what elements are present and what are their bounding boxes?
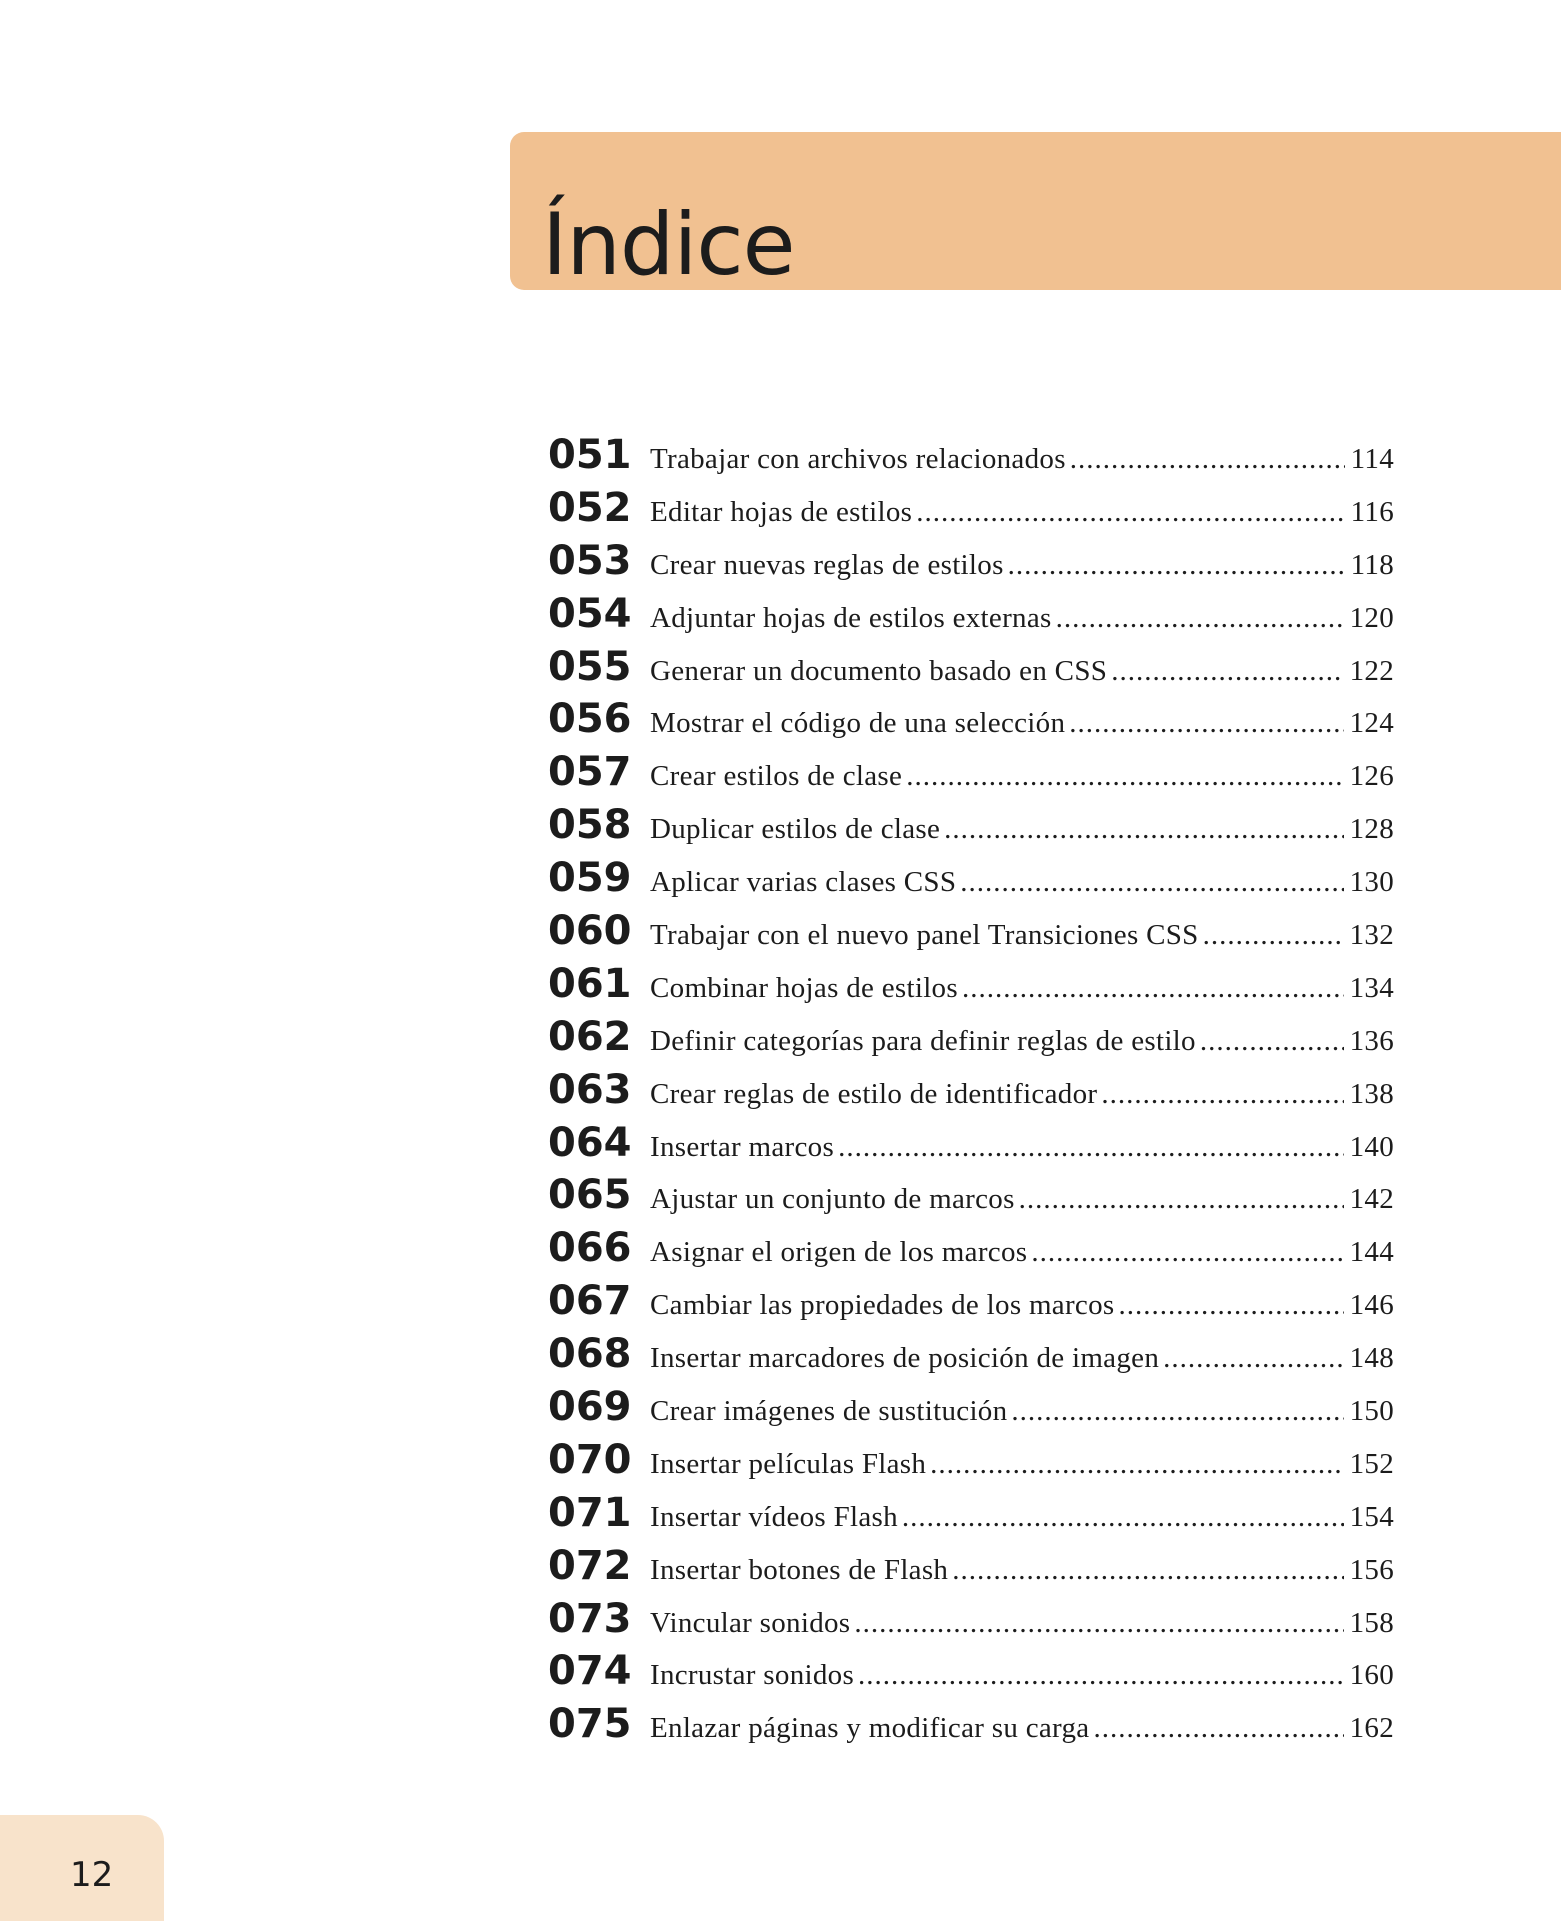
- toc-dot-leader: [1119, 1289, 1344, 1322]
- toc-entry-number: 070: [548, 1436, 632, 1483]
- toc-entry-title: Definir categorías para definir reglas de estilo: [650, 1024, 1196, 1057]
- toc-entry-page: 118: [1350, 548, 1394, 581]
- toc-entry-title: Insertar películas Flash: [650, 1447, 927, 1480]
- toc-entry-number: 066: [548, 1225, 632, 1272]
- toc-entry-page: 158: [1349, 1606, 1394, 1639]
- toc-entry-title: Duplicar estilos de clase: [650, 813, 941, 846]
- toc-dot-leader: [1069, 707, 1343, 740]
- toc-entry-number: 051: [548, 432, 632, 478]
- toc-entry-title: Insertar vídeos Flash: [650, 1500, 898, 1533]
- toc-entry-number: 059: [548, 855, 632, 902]
- toc-dot-leader: [838, 1131, 1344, 1164]
- toc-entry-page: 156: [1349, 1553, 1394, 1586]
- toc-entry-page: 114: [1350, 443, 1394, 475]
- page-number-tab: [0, 1815, 164, 1921]
- toc-dot-leader: [1019, 1183, 1344, 1216]
- toc-entry[interactable]: [548, 1067, 1394, 1120]
- toc-dot-leader: [854, 1607, 1343, 1640]
- toc-entry-number: 056: [548, 696, 632, 743]
- toc-entry-number: 071: [548, 1489, 632, 1536]
- toc-entry-number: 058: [548, 802, 632, 849]
- toc-dot-leader: [916, 496, 1344, 529]
- toc-entry[interactable]: [548, 1384, 1394, 1437]
- toc-entry[interactable]: [548, 1490, 1394, 1543]
- toc-entry-title: Editar hojas de estilos: [650, 495, 913, 528]
- toc-entry-number: 072: [548, 1542, 632, 1589]
- toc-entry[interactable]: [548, 1596, 1394, 1649]
- toc-entry-number: 074: [548, 1648, 632, 1695]
- toc-dot-leader: [1093, 1712, 1343, 1745]
- toc-entry-page: 130: [1349, 866, 1394, 899]
- toc-entry[interactable]: [548, 1331, 1394, 1384]
- toc-entry-page: 162: [1349, 1712, 1394, 1745]
- toc-entry[interactable]: [548, 1543, 1394, 1596]
- toc-entry-page: 120: [1349, 601, 1394, 634]
- toc-entry-number: 063: [548, 1066, 632, 1113]
- toc-entry-page: 148: [1349, 1342, 1394, 1375]
- toc-entry[interactable]: [548, 1172, 1394, 1225]
- toc-entry-number: 075: [548, 1701, 632, 1748]
- toc-entry-title: Crear imágenes de sustitución: [650, 1395, 1008, 1428]
- toc-entry-title: Ajustar un conjunto de marcos: [650, 1183, 1015, 1216]
- toc-entry-number: 065: [548, 1172, 632, 1219]
- toc-entry-number: 060: [548, 908, 632, 955]
- toc-entry[interactable]: [548, 1014, 1394, 1067]
- toc-entry-number: 057: [548, 749, 632, 796]
- toc-entry-title: Enlazar páginas y modificar su carga: [650, 1712, 1090, 1745]
- toc-entry-page: 136: [1349, 1024, 1394, 1057]
- toc-entry[interactable]: [548, 644, 1394, 697]
- toc-entry-title: Combinar hojas de estilos: [650, 971, 958, 1004]
- toc-entry[interactable]: [548, 749, 1394, 802]
- toc-entry-title: Aplicar varias clases CSS: [650, 866, 957, 899]
- toc-dot-leader: [1070, 443, 1345, 476]
- toc-entry[interactable]: [548, 1225, 1394, 1278]
- toc-entry-page: 160: [1349, 1659, 1394, 1692]
- toc-entry-number: 067: [548, 1278, 632, 1325]
- toc-entry-title: Crear estilos de clase: [650, 760, 903, 793]
- toc-dot-leader: [902, 1501, 1344, 1534]
- toc-entry-page: 116: [1350, 495, 1394, 528]
- toc-entry-page: 150: [1349, 1395, 1394, 1428]
- toc-entry-page: 124: [1349, 707, 1394, 740]
- page-title: Índice: [542, 195, 795, 295]
- toc-entry-page: 132: [1349, 919, 1394, 952]
- toc-entry[interactable]: [548, 432, 1394, 485]
- toc-entry[interactable]: [548, 908, 1394, 961]
- toc-entry-number: 062: [548, 1013, 632, 1060]
- toc-entry-number: 064: [548, 1119, 632, 1166]
- toc-entry-number: 054: [548, 590, 632, 637]
- toc-entry[interactable]: [548, 1701, 1394, 1754]
- toc-entry[interactable]: [548, 696, 1394, 749]
- toc-entry-page: 152: [1349, 1447, 1394, 1480]
- toc-dot-leader: [944, 813, 1343, 846]
- toc-entry[interactable]: [548, 1120, 1394, 1173]
- toc-entry-title: Adjuntar hojas de estilos externas: [650, 601, 1052, 634]
- toc-entry[interactable]: [548, 961, 1394, 1014]
- toc-entry-page: 142: [1349, 1183, 1394, 1216]
- toc-entry-page: 128: [1349, 813, 1394, 846]
- toc-entry[interactable]: [548, 485, 1394, 538]
- toc-entry[interactable]: [548, 1278, 1394, 1331]
- toc-dot-leader: [1111, 655, 1343, 688]
- toc-dot-leader: [960, 866, 1343, 899]
- toc-dot-leader: [1031, 1236, 1343, 1269]
- toc-entry-title: Trabajar con el nuevo panel Transiciones CSS: [650, 919, 1199, 952]
- toc-dot-leader: [1011, 1395, 1343, 1428]
- toc-entry-title: Insertar marcadores de posición de imagen: [650, 1342, 1160, 1375]
- toc-dot-leader: [1056, 602, 1344, 635]
- toc-entry-number: 061: [548, 960, 632, 1007]
- toc-entry[interactable]: [548, 855, 1394, 908]
- toc-dot-leader: [1163, 1342, 1343, 1375]
- toc-entry-title: Insertar botones de Flash: [650, 1553, 949, 1586]
- toc-entry-title: Insertar marcos: [650, 1130, 835, 1163]
- toc-entry-title: Cambiar las propiedades de los marcos: [650, 1289, 1115, 1322]
- table-of-contents: [548, 432, 1394, 1754]
- header-band: [510, 132, 1561, 295]
- toc-dot-leader: [1101, 1078, 1343, 1111]
- toc-dot-leader: [858, 1659, 1344, 1692]
- toc-entry[interactable]: [548, 1437, 1394, 1490]
- toc-dot-leader: [952, 1554, 1343, 1587]
- toc-entry-page: 122: [1349, 654, 1394, 687]
- toc-entry-title: Trabajar con archivos relacionados: [650, 443, 1066, 475]
- toc-entry-number: 073: [548, 1595, 632, 1642]
- toc-entry-number: 069: [548, 1384, 632, 1431]
- toc-dot-leader: [1200, 1025, 1344, 1058]
- toc-entry-page: 146: [1349, 1289, 1394, 1322]
- toc-entry-title: Crear nuevas reglas de estilos: [650, 548, 1004, 581]
- toc-entry-title: Vincular sonidos: [650, 1606, 851, 1639]
- toc-dot-leader: [1203, 919, 1344, 952]
- toc-entry-number: 052: [548, 484, 632, 531]
- toc-entry-page: 126: [1349, 760, 1394, 793]
- toc-entry-title: Generar un documento basado en CSS: [650, 654, 1108, 687]
- toc-dot-leader: [962, 972, 1344, 1005]
- toc-entry-number: 068: [548, 1331, 632, 1378]
- toc-entry-title: Asignar el origen de los marcos: [650, 1236, 1028, 1269]
- toc-entry-number: 053: [548, 537, 632, 584]
- toc-dot-leader: [906, 760, 1343, 793]
- toc-entry-title: Mostrar el código de una selección: [650, 707, 1066, 740]
- page-number: 12: [70, 1855, 114, 1895]
- toc-entry-number: 055: [548, 643, 632, 690]
- toc-entry-title: Crear reglas de estilo de identificador: [650, 1077, 1098, 1110]
- toc-entry[interactable]: [548, 538, 1394, 591]
- toc-entry-page: 144: [1349, 1236, 1394, 1269]
- toc-entry[interactable]: [548, 1648, 1394, 1701]
- toc-dot-leader: [1008, 549, 1345, 582]
- toc-entry-title: Incrustar sonidos: [650, 1659, 855, 1692]
- toc-dot-leader: [930, 1448, 1343, 1481]
- toc-entry-page: 154: [1349, 1500, 1394, 1533]
- toc-entry-page: 134: [1349, 971, 1394, 1004]
- toc-entry[interactable]: [548, 802, 1394, 855]
- toc-entry-page: 140: [1349, 1130, 1394, 1163]
- toc-entry-page: 138: [1349, 1077, 1394, 1110]
- toc-entry[interactable]: [548, 591, 1394, 644]
